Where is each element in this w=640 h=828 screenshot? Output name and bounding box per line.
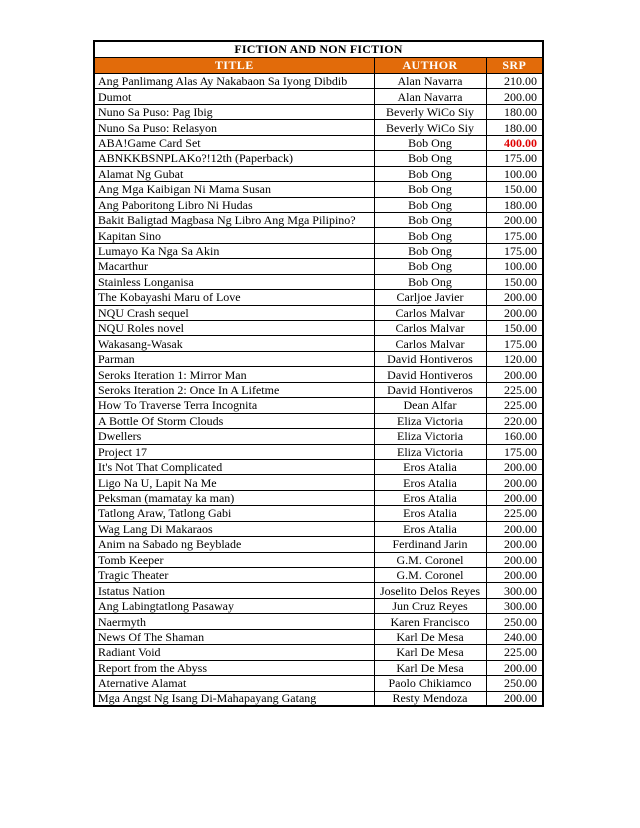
title-cell: Ligo Na U, Lapit Na Me bbox=[94, 475, 374, 490]
table-row bbox=[94, 351, 543, 366]
caption-row bbox=[94, 41, 543, 58]
title-cell: Dwellers bbox=[94, 429, 374, 444]
author-cell: Bob Ong bbox=[374, 135, 486, 150]
srp-cell: 200.00 bbox=[486, 537, 543, 552]
srp-cell: 200.00 bbox=[486, 490, 543, 505]
author-cell: Beverly WiCo Siy bbox=[374, 120, 486, 135]
author-cell: Bob Ong bbox=[374, 182, 486, 197]
srp-cell: 250.00 bbox=[486, 614, 543, 629]
table-row bbox=[94, 290, 543, 305]
table-row bbox=[94, 691, 543, 706]
author-cell: Ferdinand Jarin bbox=[374, 537, 486, 552]
author-cell: Eros Atalia bbox=[374, 521, 486, 536]
title-cell: NQU Crash sequel bbox=[94, 305, 374, 320]
table-row bbox=[94, 521, 543, 536]
title-cell: Radiant Void bbox=[94, 645, 374, 660]
column-header-author: AUTHOR bbox=[374, 58, 486, 74]
srp-cell: 100.00 bbox=[486, 259, 543, 274]
title-cell: How To Traverse Terra Incognita bbox=[94, 398, 374, 413]
srp-cell: 200.00 bbox=[486, 521, 543, 536]
srp-cell: 225.00 bbox=[486, 645, 543, 660]
srp-cell: 175.00 bbox=[486, 243, 543, 258]
column-header-srp: SRP bbox=[486, 58, 543, 74]
title-cell: NQU Roles novel bbox=[94, 321, 374, 336]
table-row bbox=[94, 413, 543, 428]
title-cell: Ang Labingtatlong Pasaway bbox=[94, 598, 374, 613]
author-cell: Carlos Malvar bbox=[374, 321, 486, 336]
author-cell: Karl De Mesa bbox=[374, 629, 486, 644]
srp-cell: 200.00 bbox=[486, 552, 543, 567]
table-row bbox=[94, 197, 543, 212]
srp-cell: 200.00 bbox=[486, 475, 543, 490]
srp-cell: 300.00 bbox=[486, 583, 543, 598]
header-row bbox=[94, 58, 543, 74]
table-caption: FICTION AND NON FICTION bbox=[94, 41, 543, 58]
table-row bbox=[94, 166, 543, 181]
srp-cell: 175.00 bbox=[486, 228, 543, 243]
table-row bbox=[94, 660, 543, 675]
author-cell: Eliza Victoria bbox=[374, 444, 486, 459]
title-cell: ABA!Game Card Set bbox=[94, 135, 374, 150]
srp-cell: 150.00 bbox=[486, 182, 543, 197]
table-row bbox=[94, 182, 543, 197]
title-cell: Tomb Keeper bbox=[94, 552, 374, 567]
table-row bbox=[94, 583, 543, 598]
author-cell: Bob Ong bbox=[374, 228, 486, 243]
srp-cell: 300.00 bbox=[486, 598, 543, 613]
srp-cell: 200.00 bbox=[486, 290, 543, 305]
srp-cell: 180.00 bbox=[486, 120, 543, 135]
srp-cell: 210.00 bbox=[486, 74, 543, 89]
table-row bbox=[94, 475, 543, 490]
title-cell: Nuno Sa Puso: Relasyon bbox=[94, 120, 374, 135]
srp-cell: 100.00 bbox=[486, 166, 543, 181]
title-cell: Istatus Nation bbox=[94, 583, 374, 598]
title-cell: Peksman (mamatay ka man) bbox=[94, 490, 374, 505]
srp-cell: 175.00 bbox=[486, 444, 543, 459]
author-cell: Karl De Mesa bbox=[374, 645, 486, 660]
author-cell: Carljoe Javier bbox=[374, 290, 486, 305]
table-row bbox=[94, 614, 543, 629]
author-cell: Karen Francisco bbox=[374, 614, 486, 629]
author-cell: Karl De Mesa bbox=[374, 660, 486, 675]
table-row bbox=[94, 490, 543, 505]
table-row bbox=[94, 506, 543, 521]
table-row bbox=[94, 321, 543, 336]
title-cell: Stainless Longanisa bbox=[94, 274, 374, 289]
author-cell: David Hontiveros bbox=[374, 382, 486, 397]
author-cell: Bob Ong bbox=[374, 259, 486, 274]
srp-cell: 180.00 bbox=[486, 197, 543, 212]
title-cell: Ang Panlimang Alas Ay Nakabaon Sa Iyong Dibdib bbox=[94, 74, 374, 89]
author-cell: Bob Ong bbox=[374, 212, 486, 227]
table-row bbox=[94, 305, 543, 320]
srp-cell: 225.00 bbox=[486, 398, 543, 413]
title-cell: Ang Paboritong Libro Ni Hudas bbox=[94, 197, 374, 212]
table-row bbox=[94, 552, 543, 567]
table-row bbox=[94, 382, 543, 397]
srp-cell: 200.00 bbox=[486, 212, 543, 227]
table-row bbox=[94, 398, 543, 413]
table-row bbox=[94, 120, 543, 135]
table-row bbox=[94, 676, 543, 691]
author-cell: Eros Atalia bbox=[374, 475, 486, 490]
table-row bbox=[94, 336, 543, 351]
title-cell: Ang Mga Kaibigan Ni Mama Susan bbox=[94, 182, 374, 197]
srp-cell: 220.00 bbox=[486, 413, 543, 428]
author-cell: Carlos Malvar bbox=[374, 305, 486, 320]
author-cell: Eros Atalia bbox=[374, 490, 486, 505]
author-cell: G.M. Coronel bbox=[374, 568, 486, 583]
title-cell: A Bottle Of Storm Clouds bbox=[94, 413, 374, 428]
srp-cell: 150.00 bbox=[486, 321, 543, 336]
title-cell: Seroks Iteration 1: Mirror Man bbox=[94, 367, 374, 382]
author-cell: Bob Ong bbox=[374, 243, 486, 258]
table-row bbox=[94, 645, 543, 660]
title-cell: Seroks Iteration 2: Once In A Lifetme bbox=[94, 382, 374, 397]
author-cell: David Hontiveros bbox=[374, 367, 486, 382]
title-cell: Parman bbox=[94, 351, 374, 366]
title-cell: Macarthur bbox=[94, 259, 374, 274]
table-row bbox=[94, 212, 543, 227]
title-cell: Anim na Sabado ng Beyblade bbox=[94, 537, 374, 552]
table-row bbox=[94, 74, 543, 89]
title-cell: The Kobayashi Maru of Love bbox=[94, 290, 374, 305]
author-cell: David Hontiveros bbox=[374, 351, 486, 366]
column-header-title: TITLE bbox=[94, 58, 374, 74]
srp-cell: 200.00 bbox=[486, 660, 543, 675]
table-row bbox=[94, 459, 543, 474]
srp-cell: 150.00 bbox=[486, 274, 543, 289]
author-cell: Joselito Delos Reyes bbox=[374, 583, 486, 598]
title-cell: Naermyth bbox=[94, 614, 374, 629]
title-cell: Dumot bbox=[94, 89, 374, 104]
srp-cell: 225.00 bbox=[486, 382, 543, 397]
table-row bbox=[94, 104, 543, 119]
author-cell: Carlos Malvar bbox=[374, 336, 486, 351]
title-cell: Bakit Baligtad Magbasa Ng Libro Ang Mga Pilipino? bbox=[94, 212, 374, 227]
table-row bbox=[94, 89, 543, 104]
title-cell: Aternative Alamat bbox=[94, 676, 374, 691]
title-cell: It's Not That Complicated bbox=[94, 459, 374, 474]
author-cell: Bob Ong bbox=[374, 151, 486, 166]
book-table-body bbox=[94, 74, 543, 707]
srp-cell: 240.00 bbox=[486, 629, 543, 644]
srp-cell: 250.00 bbox=[486, 676, 543, 691]
table-row bbox=[94, 367, 543, 382]
author-cell: Eros Atalia bbox=[374, 506, 486, 521]
srp-cell: 120.00 bbox=[486, 351, 543, 366]
srp-cell: 200.00 bbox=[486, 89, 543, 104]
srp-cell: 175.00 bbox=[486, 336, 543, 351]
author-cell: Dean Alfar bbox=[374, 398, 486, 413]
author-cell: Bob Ong bbox=[374, 166, 486, 181]
table-row bbox=[94, 629, 543, 644]
srp-cell: 180.00 bbox=[486, 104, 543, 119]
table-row bbox=[94, 568, 543, 583]
srp-cell: 200.00 bbox=[486, 459, 543, 474]
srp-cell: 200.00 bbox=[486, 568, 543, 583]
table-row bbox=[94, 135, 543, 150]
srp-cell: 200.00 bbox=[486, 691, 543, 706]
title-cell: Wakasang-Wasak bbox=[94, 336, 374, 351]
author-cell: Paolo Chikiamco bbox=[374, 676, 486, 691]
author-cell: Beverly WiCo Siy bbox=[374, 104, 486, 119]
title-cell: Lumayo Ka Nga Sa Akin bbox=[94, 243, 374, 258]
author-cell: Bob Ong bbox=[374, 274, 486, 289]
author-cell: Eliza Victoria bbox=[374, 429, 486, 444]
table-row bbox=[94, 598, 543, 613]
title-cell: Project 17 bbox=[94, 444, 374, 459]
srp-cell: 225.00 bbox=[486, 506, 543, 521]
author-cell: Alan Navarra bbox=[374, 74, 486, 89]
title-cell: Wag Lang Di Makaraos bbox=[94, 521, 374, 536]
title-cell: Alamat Ng Gubat bbox=[94, 166, 374, 181]
author-cell: Eliza Victoria bbox=[374, 413, 486, 428]
author-cell: Resty Mendoza bbox=[374, 691, 486, 706]
srp-cell: 175.00 bbox=[486, 151, 543, 166]
table-row bbox=[94, 151, 543, 166]
srp-cell: 400.00 bbox=[486, 135, 543, 150]
title-cell: News Of The Shaman bbox=[94, 629, 374, 644]
title-cell: Report from the Abyss bbox=[94, 660, 374, 675]
title-cell: Kapitan Sino bbox=[94, 228, 374, 243]
author-cell: Alan Navarra bbox=[374, 89, 486, 104]
srp-cell: 200.00 bbox=[486, 305, 543, 320]
author-cell: G.M. Coronel bbox=[374, 552, 486, 567]
table-row bbox=[94, 429, 543, 444]
title-cell: ABNKKBSNPLAKo?!12th (Paperback) bbox=[94, 151, 374, 166]
table-row bbox=[94, 537, 543, 552]
table-row bbox=[94, 274, 543, 289]
srp-cell: 160.00 bbox=[486, 429, 543, 444]
table-row bbox=[94, 259, 543, 274]
table-row bbox=[94, 243, 543, 258]
title-cell: Mga Angst Ng Isang Di-Mahapayang Gatang bbox=[94, 691, 374, 706]
title-cell: Tatlong Araw, Tatlong Gabi bbox=[94, 506, 374, 521]
author-cell: Eros Atalia bbox=[374, 459, 486, 474]
title-cell: Nuno Sa Puso: Pag Ibig bbox=[94, 104, 374, 119]
table-row bbox=[94, 228, 543, 243]
title-cell: Tragic Theater bbox=[94, 568, 374, 583]
table-row bbox=[94, 444, 543, 459]
author-cell: Bob Ong bbox=[374, 197, 486, 212]
price-table bbox=[93, 40, 544, 707]
srp-cell: 200.00 bbox=[486, 367, 543, 382]
author-cell: Jun Cruz Reyes bbox=[374, 598, 486, 613]
